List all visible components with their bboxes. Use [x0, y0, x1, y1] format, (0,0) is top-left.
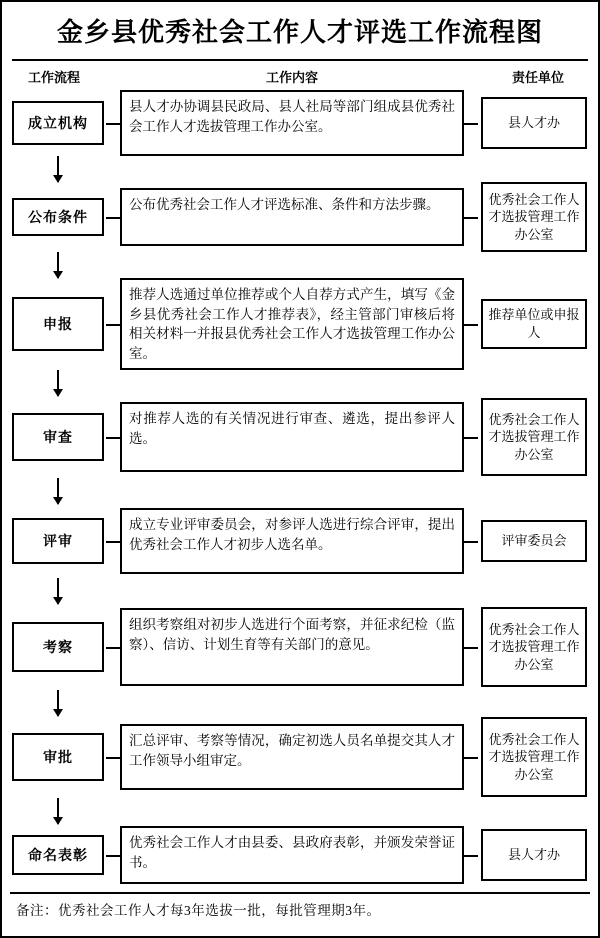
flow-arrow-6 — [57, 798, 59, 824]
flow-body — [2, 90, 598, 886]
flow-row — [10, 396, 590, 478]
unit-box-3: 优秀社会工作人才选拔管理工作办公室 — [481, 398, 587, 476]
page-title: 金乡县优秀社会工作人才评选工作流程图 — [56, 18, 543, 47]
connector-left-3 — [106, 437, 120, 439]
unit-cell — [478, 824, 590, 886]
stage-cell — [10, 396, 106, 478]
content-box-3: 对推荐人选的有关情况进行审查、遴选，提出参评人选。 — [120, 402, 464, 472]
content-box-6: 汇总评审、考察等情况，确定初选人员名单提交其人才工作领导小组审定。 — [120, 724, 464, 790]
unit-cell — [478, 182, 590, 252]
content-box-1: 公布优秀社会工作人才评选标准、条件和方法步骤。 — [120, 188, 464, 246]
unit-cell — [478, 278, 590, 370]
stage-box-5[interactable]: 考察 — [12, 622, 104, 672]
arrow-row — [10, 690, 590, 716]
connector-right-0 — [464, 123, 478, 125]
unit-box-0: 县人才办 — [481, 97, 587, 149]
stage-cell — [10, 716, 106, 798]
content-box-2: 推荐人选通过单位推荐或个人自荐方式产生，填写《金乡县优秀社会工作人才推荐表》，经主管部门审核后将相关材料一并报县优秀社会工作人才选拔管理工作办公室。 — [120, 278, 464, 370]
flow-row — [10, 716, 590, 798]
content-box-4: 成立专业评审委员会，对参评人选进行综合评审，提出优秀社会工作人才初步人选名单。 — [120, 508, 464, 574]
footnote: 备注：优秀社会工作人才每3年选拔一批，每批管理期3年。 — [16, 903, 381, 918]
content-cell — [106, 278, 478, 370]
unit-cell — [478, 716, 590, 798]
connector-right-7 — [464, 855, 478, 857]
arrow-row — [10, 370, 590, 396]
content-cell — [106, 504, 478, 578]
content-box-7: 优秀社会工作人才由县委、县政府表彰，并颁发荣誉证书。 — [120, 826, 464, 884]
content-cell — [106, 824, 478, 886]
flow-row — [10, 504, 590, 578]
title-area — [2, 2, 598, 55]
flow-row — [10, 278, 590, 370]
stage-cell — [10, 824, 106, 886]
column-headers — [2, 61, 598, 90]
flow-row — [10, 182, 590, 252]
arrow-row — [10, 798, 590, 824]
stage-box-6[interactable]: 审批 — [12, 733, 104, 781]
connector-right-6 — [464, 757, 478, 759]
unit-cell — [478, 90, 590, 156]
flow-arrow-1 — [57, 252, 59, 278]
flow-row — [10, 824, 590, 886]
stage-box-7[interactable]: 命名表彰 — [12, 835, 104, 875]
unit-cell — [478, 604, 590, 690]
connector-right-5 — [464, 647, 478, 649]
stage-box-0[interactable]: 成立机构 — [12, 101, 104, 145]
connector-left-5 — [106, 647, 120, 649]
connector-right-4 — [464, 541, 478, 543]
connector-right-3 — [464, 437, 478, 439]
connector-right-2 — [464, 324, 478, 326]
unit-box-5: 优秀社会工作人才选拔管理工作办公室 — [481, 607, 587, 687]
stage-box-2[interactable]: 申报 — [12, 297, 104, 351]
stage-box-1[interactable]: 公布条件 — [12, 198, 104, 236]
arrow-row — [10, 478, 590, 504]
arrow-row — [10, 156, 590, 182]
stage-box-3[interactable]: 审查 — [12, 413, 104, 461]
header-workflow: 工作流程 — [27, 70, 80, 85]
flow-arrow-5 — [57, 690, 59, 716]
header-unit: 责任单位 — [511, 70, 564, 85]
content-cell — [106, 182, 478, 252]
connector-left-4 — [106, 541, 120, 543]
flow-arrow-4 — [57, 578, 59, 604]
stage-cell — [10, 604, 106, 690]
stage-cell — [10, 90, 106, 156]
unit-cell — [478, 504, 590, 578]
content-cell — [106, 716, 478, 798]
header-content: 工作内容 — [265, 70, 318, 85]
content-box-5: 组织考察组对初步人选进行个面考察，并征求纪检（监察）、信访、计划生育等有关部门的意见。 — [120, 608, 464, 686]
stage-cell — [10, 278, 106, 370]
arrow-row — [10, 578, 590, 604]
flow-row — [10, 604, 590, 690]
flow-row — [10, 90, 590, 156]
stage-cell — [10, 504, 106, 578]
connector-left-7 — [106, 855, 120, 857]
unit-cell — [478, 396, 590, 478]
connector-left-6 — [106, 757, 120, 759]
content-cell — [106, 396, 478, 478]
unit-box-1: 优秀社会工作人才选拔管理工作办公室 — [481, 182, 587, 252]
unit-box-6: 优秀社会工作人才选拔管理工作办公室 — [481, 717, 587, 797]
flow-arrow-2 — [57, 370, 59, 396]
content-box-0: 县人才办协调县民政局、县人社局等部门组成县优秀社会工作人才选拔管理工作办公室。 — [120, 90, 464, 156]
connector-left-2 — [106, 324, 120, 326]
connector-left-1 — [106, 217, 120, 219]
content-cell — [106, 604, 478, 690]
connector-left-0 — [106, 123, 120, 125]
arrow-row — [10, 252, 590, 278]
content-cell — [106, 90, 478, 156]
unit-box-2: 推荐单位或申报人 — [481, 299, 587, 349]
flow-arrow-0 — [57, 156, 59, 182]
connector-right-1 — [464, 217, 478, 219]
unit-box-7: 县人才办 — [481, 829, 587, 881]
flow-arrow-3 — [57, 478, 59, 504]
stage-box-4[interactable]: 评审 — [12, 518, 104, 564]
unit-box-4: 评审委员会 — [481, 520, 587, 562]
stage-cell — [10, 182, 106, 252]
